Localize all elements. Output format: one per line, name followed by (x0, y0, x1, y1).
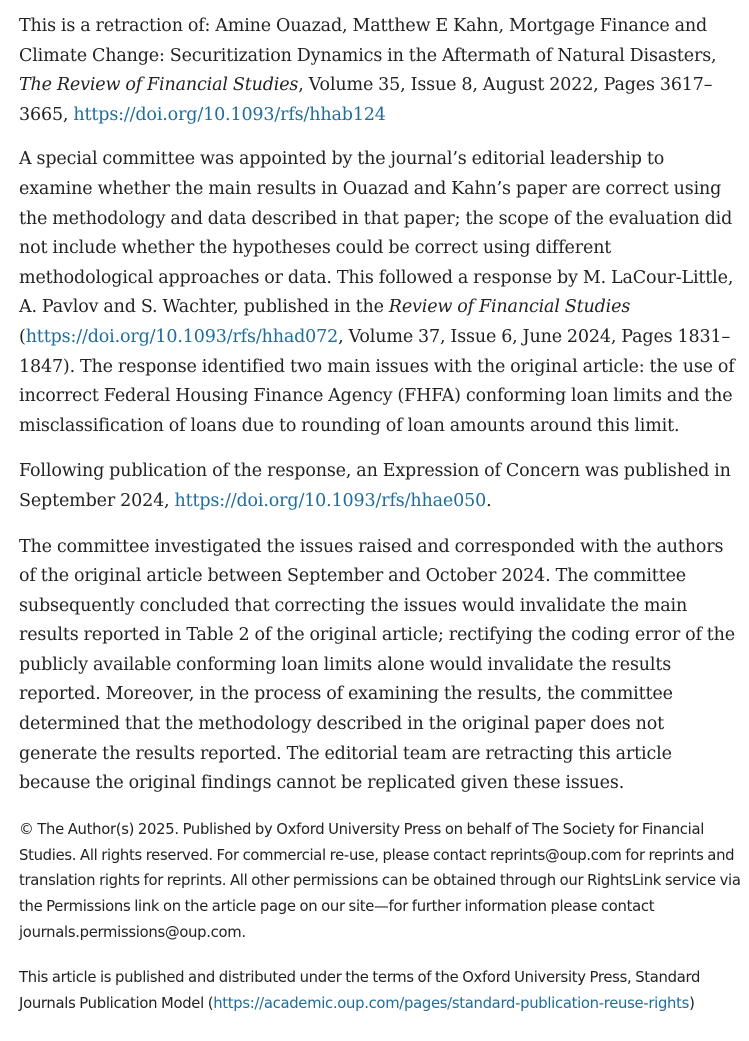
citation-journal: The Review of Financial Studies (19, 75, 299, 96)
committee-text-1: A special committee was appointed by the journal’s editorial leadership to examine whether the main results in Ouazad and Kahn’s paper are correct using the methodology and data described in that paper; the scope of the evaluation did not include whether the hypotheses could be correct using different methodological approaches or data. This followed a response by M. LaCour-Little, A. Pavlov and S. Wachter, published in the (19, 149, 734, 318)
investigation-text: The committee investigated the issues raised and corresponded with the authors of the original article between September and October 2024. The committee subsequently concluded that correcting the issues would invalidate the main results reported in Table 2 of the original article; rectifying the coding error of the publicly available conforming loan limits alone would invalidate the results reported. Moreover, in the process of examining the results, the committee determined that the methodology described in the original paper does not generate the results reported. The editorial team are retracting this article because the original findings cannot be replicated given these issues. (19, 536, 736, 794)
committee-journal: Review of Financial Studies (388, 297, 631, 318)
concern-text: Following publication of the response, an Expression of Concern was published in September 2024, (19, 461, 731, 511)
investigation-paragraph (19, 533, 741, 799)
original-article-doi-link[interactable]: https://doi.org/10.1093/rfs/hhab124 (73, 104, 386, 125)
concern-suffix: . (486, 490, 492, 511)
publication-model-link[interactable]: https://academic.oup.com/pages/standard-publication-reuse-rights (213, 994, 690, 1012)
expression-of-concern-doi-link[interactable]: https://doi.org/10.1093/rfs/hhae050 (174, 490, 487, 511)
concern-paragraph (19, 457, 741, 516)
copyright-notice (19, 817, 741, 946)
copyright-text: © The Author(s) 2025. Published by Oxford University Press on behalf of The Society for Financial Studies. All rights reserved. For commercial re-use, please contact reprints@oup.com for reprints and translation rights for reprints. All other permissions can be obtained through our RightsLink service via the Permissions link on the article page on our site—for further information please contact journals.permissions@oup.com. (19, 820, 741, 942)
committee-text-2: ( (19, 326, 26, 347)
response-doi-link[interactable]: https://doi.org/10.1093/rfs/hhad072 (25, 326, 339, 347)
citation-details: , Volume 35, Issue 8, August 2022, Pages 3617–3665, (19, 75, 713, 125)
retraction-notice (19, 12, 741, 1016)
committee-paragraph (19, 145, 741, 441)
citation-text: This is a retraction of: Amine Ouazad, Matthew E Kahn, Mortgage Finance and Climate Change: Securitization Dynamics in the Aftermath of Natural Disasters, (19, 16, 717, 66)
committee-text-3: , Volume 37, Issue 6, June 2024, Pages 1831–1847). The response identified two main issues with the original article: the use of incorrect Federal Housing Finance Agency (FHFA) conforming loan limits and the misclassification of loans due to rounding of loan amounts around this limit. (19, 326, 735, 436)
license-suffix: ) (689, 994, 695, 1012)
retraction-citation (19, 12, 741, 130)
license-notice (19, 965, 741, 1017)
license-text: This article is published and distributed under the terms of the Oxford University Press, Standard Journals Publication Model ( (19, 968, 701, 1012)
